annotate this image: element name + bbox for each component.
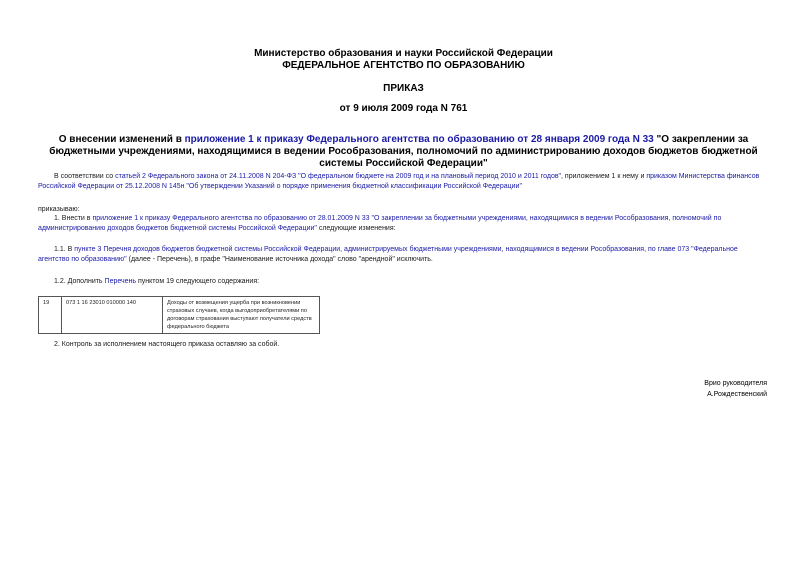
paragraph-2: 2. Контроль за исполнением настоящего приказа оставляю за собой. xyxy=(54,341,280,348)
table-row xyxy=(39,297,320,334)
signature-position: Врио руководителя xyxy=(704,380,767,387)
table-cell-number: 19 xyxy=(39,297,62,334)
p12-text-2: пунктом 19 следующего содержания: xyxy=(136,278,260,285)
title-prefix: О внесении изменений в xyxy=(58,134,185,145)
p11-text-1: 1.1. В xyxy=(54,246,75,253)
document-title xyxy=(28,134,779,170)
signature-name: А.Рождественский xyxy=(707,391,767,398)
ministry-name: Министерство образования и науки Российской Федерации xyxy=(254,48,553,59)
order-word: приказываю: xyxy=(38,206,80,213)
intro-text-2: , приложением 1 к нему и xyxy=(561,173,647,180)
paragraph-1-2 xyxy=(38,277,769,287)
income-table xyxy=(38,296,320,334)
intro-paragraph xyxy=(38,172,769,192)
agency-name: ФЕДЕРАЛЬНОЕ АГЕНТСТВО ПО ОБРАЗОВАНИЮ xyxy=(282,60,525,71)
table-cell-code: 073 1 16 23010 010000 140 xyxy=(62,297,163,334)
intro-law-link[interactable]: статьей 2 Федерального закона от 24.11.2008 N 204-ФЗ "О федеральном бюджете на 2009 год и на плановый период 2010 и 2011 годов" xyxy=(115,173,562,180)
paragraph-1-1 xyxy=(38,245,769,265)
intro-minfin-link[interactable]: приказом Министерства финансов Российской Федерации от 25.12.2008 N 145н "Об утверждении Указаний о порядке применения бюджетной классификации Российской Федерации" xyxy=(38,173,760,190)
intro-text-1: В соответствии со xyxy=(54,173,116,180)
p11-link[interactable]: пункте 3 Перечня доходов бюджетов бюджетной системы Российской Федерации, администрируемых бюджетными учреждениями, находящимися в ведении Рособразования, по главе 073 "Федеральное агентство по образованию" xyxy=(38,246,738,263)
p1-text-1: 1. Внести в xyxy=(54,215,93,222)
document-type: ПРИКАЗ xyxy=(383,83,424,94)
table-cell-description: Доходы от возмещения ущерба при возникновении страховых случаев, когда выгодоприобретателями по договорам страхования выступают получатели средств федерального бюджета xyxy=(163,297,320,334)
title-suffix: "О закреплении за бюджетными учреждениями, находящимися в ведении Рособразования, полномочий по администрированию доходов бюджетов бюджетной системы Российской Федерации" xyxy=(49,134,758,169)
p1-text-2: следующие изменения: xyxy=(316,225,396,232)
document-date-number: от 9 июля 2009 года N 761 xyxy=(339,103,468,114)
p11-text-2: (далее - Перечень), в графе "Наименование источника дохода" слово "арендной" исключить. xyxy=(126,256,433,263)
p1-link[interactable]: приложение 1 к приказу Федерального агентства по образованию от 28.01.2009 N 33 "О закреплении за бюджетными учреждениями, находящимися в ведении Рособразования, полномочий по администрированию доходов бюджетов бюджетной системы Российской Федерации" xyxy=(38,215,722,232)
paragraph-1 xyxy=(38,214,769,234)
p12-link[interactable]: Перечень xyxy=(104,278,137,285)
p12-text-1: 1.2. Дополнить xyxy=(54,278,105,285)
title-link[interactable]: приложение 1 к приказу Федерального агентства по образованию от 28 января 2009 года N 33 xyxy=(184,134,654,145)
